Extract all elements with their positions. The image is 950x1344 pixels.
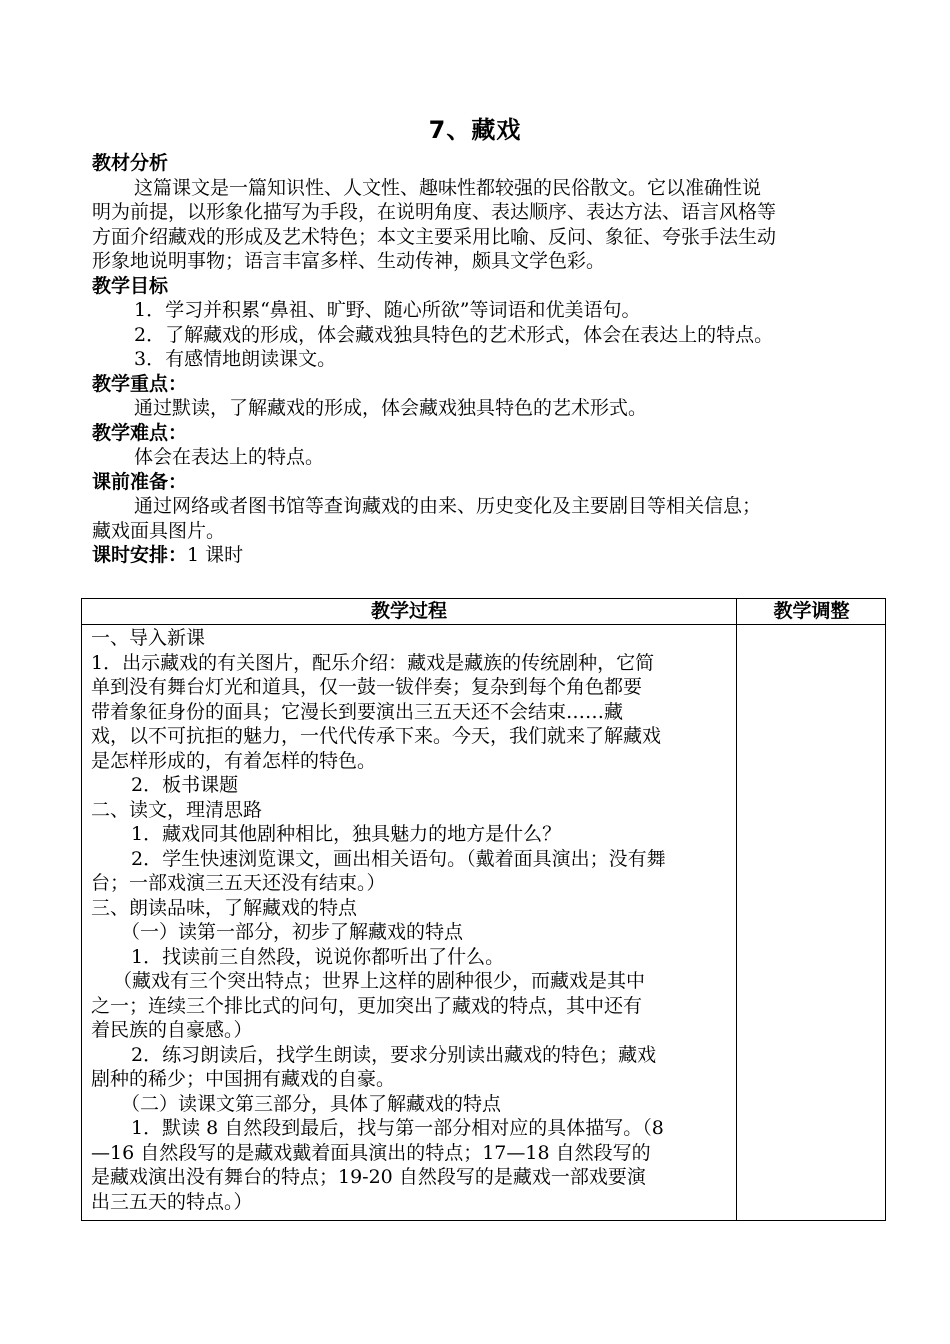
process-line: 二、读文，理清思路 bbox=[91, 798, 263, 821]
analysis-heading: 教材分析 bbox=[92, 152, 169, 174]
difficulty-text: 体会在表达上的特点。 bbox=[134, 446, 325, 468]
table-header-row bbox=[82, 599, 885, 625]
process-line: 1．默读 8 自然段到最后，找与第一部分相对应的具体描写。（8 bbox=[131, 1117, 664, 1139]
process-column-header: 教学过程 bbox=[370, 600, 447, 622]
process-line: 三、朗读品味，了解藏戏的特点 bbox=[91, 896, 358, 919]
process-line: 剧种的稀少；中国拥有藏戏的自豪。 bbox=[91, 1068, 396, 1090]
goal-item: 3．有感情地朗读课文。 bbox=[134, 348, 337, 370]
key-points-text: 通过默读，了解藏戏的形成，体会藏戏独具特色的艺术形式。 bbox=[134, 397, 648, 419]
process-line: 戏，以不可抗拒的魅力，一代代传承下来。今天，我们就来了解藏戏 bbox=[91, 725, 662, 747]
process-line: 1．找读前三自然段，说说你都听出了什么。 bbox=[131, 945, 505, 968]
goal-item: 2．了解藏戏的形成，体会藏戏独具特色的艺术形式，体会在表达上的特点。 bbox=[134, 323, 774, 346]
schedule-row bbox=[92, 543, 862, 568]
schedule-heading: 课时安排： bbox=[92, 544, 188, 566]
lesson-title: 7、藏戏 bbox=[428, 116, 522, 144]
process-line: 带着象征身份的面具；它漫长到要演出三五天还不会结束……藏 bbox=[91, 700, 624, 723]
schedule-value: 1 课时 bbox=[187, 544, 244, 566]
goals-heading: 教学目标 bbox=[92, 274, 169, 297]
process-line: —16 自然段写的是藏戏戴着面具演出的特点；17—18 自然段写的 bbox=[91, 1141, 651, 1164]
difficulty-heading: 教学难点： bbox=[92, 421, 188, 444]
process-line: 台；一部戏演三五天还没有结束。） bbox=[91, 872, 386, 894]
adjustment-column-header: 教学调整 bbox=[773, 600, 850, 622]
analysis-line: 明为前提，以形象化描写为手段，在说明角度、表达顺序、表达方法、语言风格等 bbox=[92, 201, 777, 223]
process-line: 1．藏戏同其他剧种相比，独具魅力的地方是什么？ bbox=[131, 823, 562, 845]
preparation-line: 通过网络或者图书馆等查询藏戏的由来、历史变化及主要剧目等相关信息； bbox=[134, 495, 762, 517]
process-line: 一、导入新课 bbox=[91, 627, 206, 649]
process-line: （藏戏有三个突出特点；世界上这样的剧种很少，而藏戏是其中 bbox=[113, 970, 646, 992]
process-line: （二）读课文第三部分，具体了解藏戏的特点 bbox=[121, 1092, 502, 1115]
analysis-line: 形象地说明事物；语言丰富多样、生动传神，颇具文学色彩。 bbox=[92, 250, 606, 272]
key-points-heading: 教学重点： bbox=[92, 372, 188, 395]
process-line: 是藏戏演出没有舞台的特点；19-20 自然段写的是藏戏一部戏要演 bbox=[91, 1166, 646, 1188]
process-line: 1．出示藏戏的有关图片，配乐介绍：藏戏是藏族的传统剧种，它简 bbox=[91, 651, 655, 674]
analysis-line: 这篇课文是一篇知识性、人文性、趣味性都较强的民俗散文。它以准确性说 bbox=[134, 176, 762, 199]
preparation-line: 藏戏面具图片。 bbox=[92, 519, 226, 542]
process-line: 着民族的自豪感。） bbox=[91, 1019, 253, 1041]
process-line: 2．学生快速浏览课文，画出相关语句。（戴着面具演出；没有舞 bbox=[131, 847, 666, 870]
process-line: 出三五天的特点。） bbox=[91, 1190, 253, 1213]
process-line: 2．板书课题 bbox=[131, 774, 239, 796]
process-line: 之一；连续三个排比式的问句，更加突出了藏戏的特点，其中还有 bbox=[91, 994, 643, 1017]
teaching-process-table bbox=[81, 598, 886, 1221]
column-divider bbox=[736, 599, 737, 1220]
analysis-line: 方面介绍藏戏的形成及艺术特色；本文主要采用比喻、反问、象征、夸张手法生动 bbox=[92, 225, 777, 248]
goal-item: 1．学习并积累“鼻祖、旷野、随心所欲”等词语和优美语句。 bbox=[134, 299, 641, 321]
process-line: 单到没有舞台灯光和道具，仅一鼓一钹伴奏；复杂到每个角色都要 bbox=[91, 676, 643, 698]
process-line: 是怎样形成的，有着怎样的特色。 bbox=[91, 749, 377, 772]
lesson-plan-body bbox=[92, 151, 862, 568]
process-line: （一）读第一部分，初步了解藏戏的特点 bbox=[121, 921, 464, 943]
process-cell bbox=[91, 626, 731, 1214]
preparation-heading: 课前准备： bbox=[92, 470, 188, 493]
process-line: 2．练习朗读后，找学生朗读，要求分别读出藏戏的特色；藏戏 bbox=[131, 1043, 657, 1066]
